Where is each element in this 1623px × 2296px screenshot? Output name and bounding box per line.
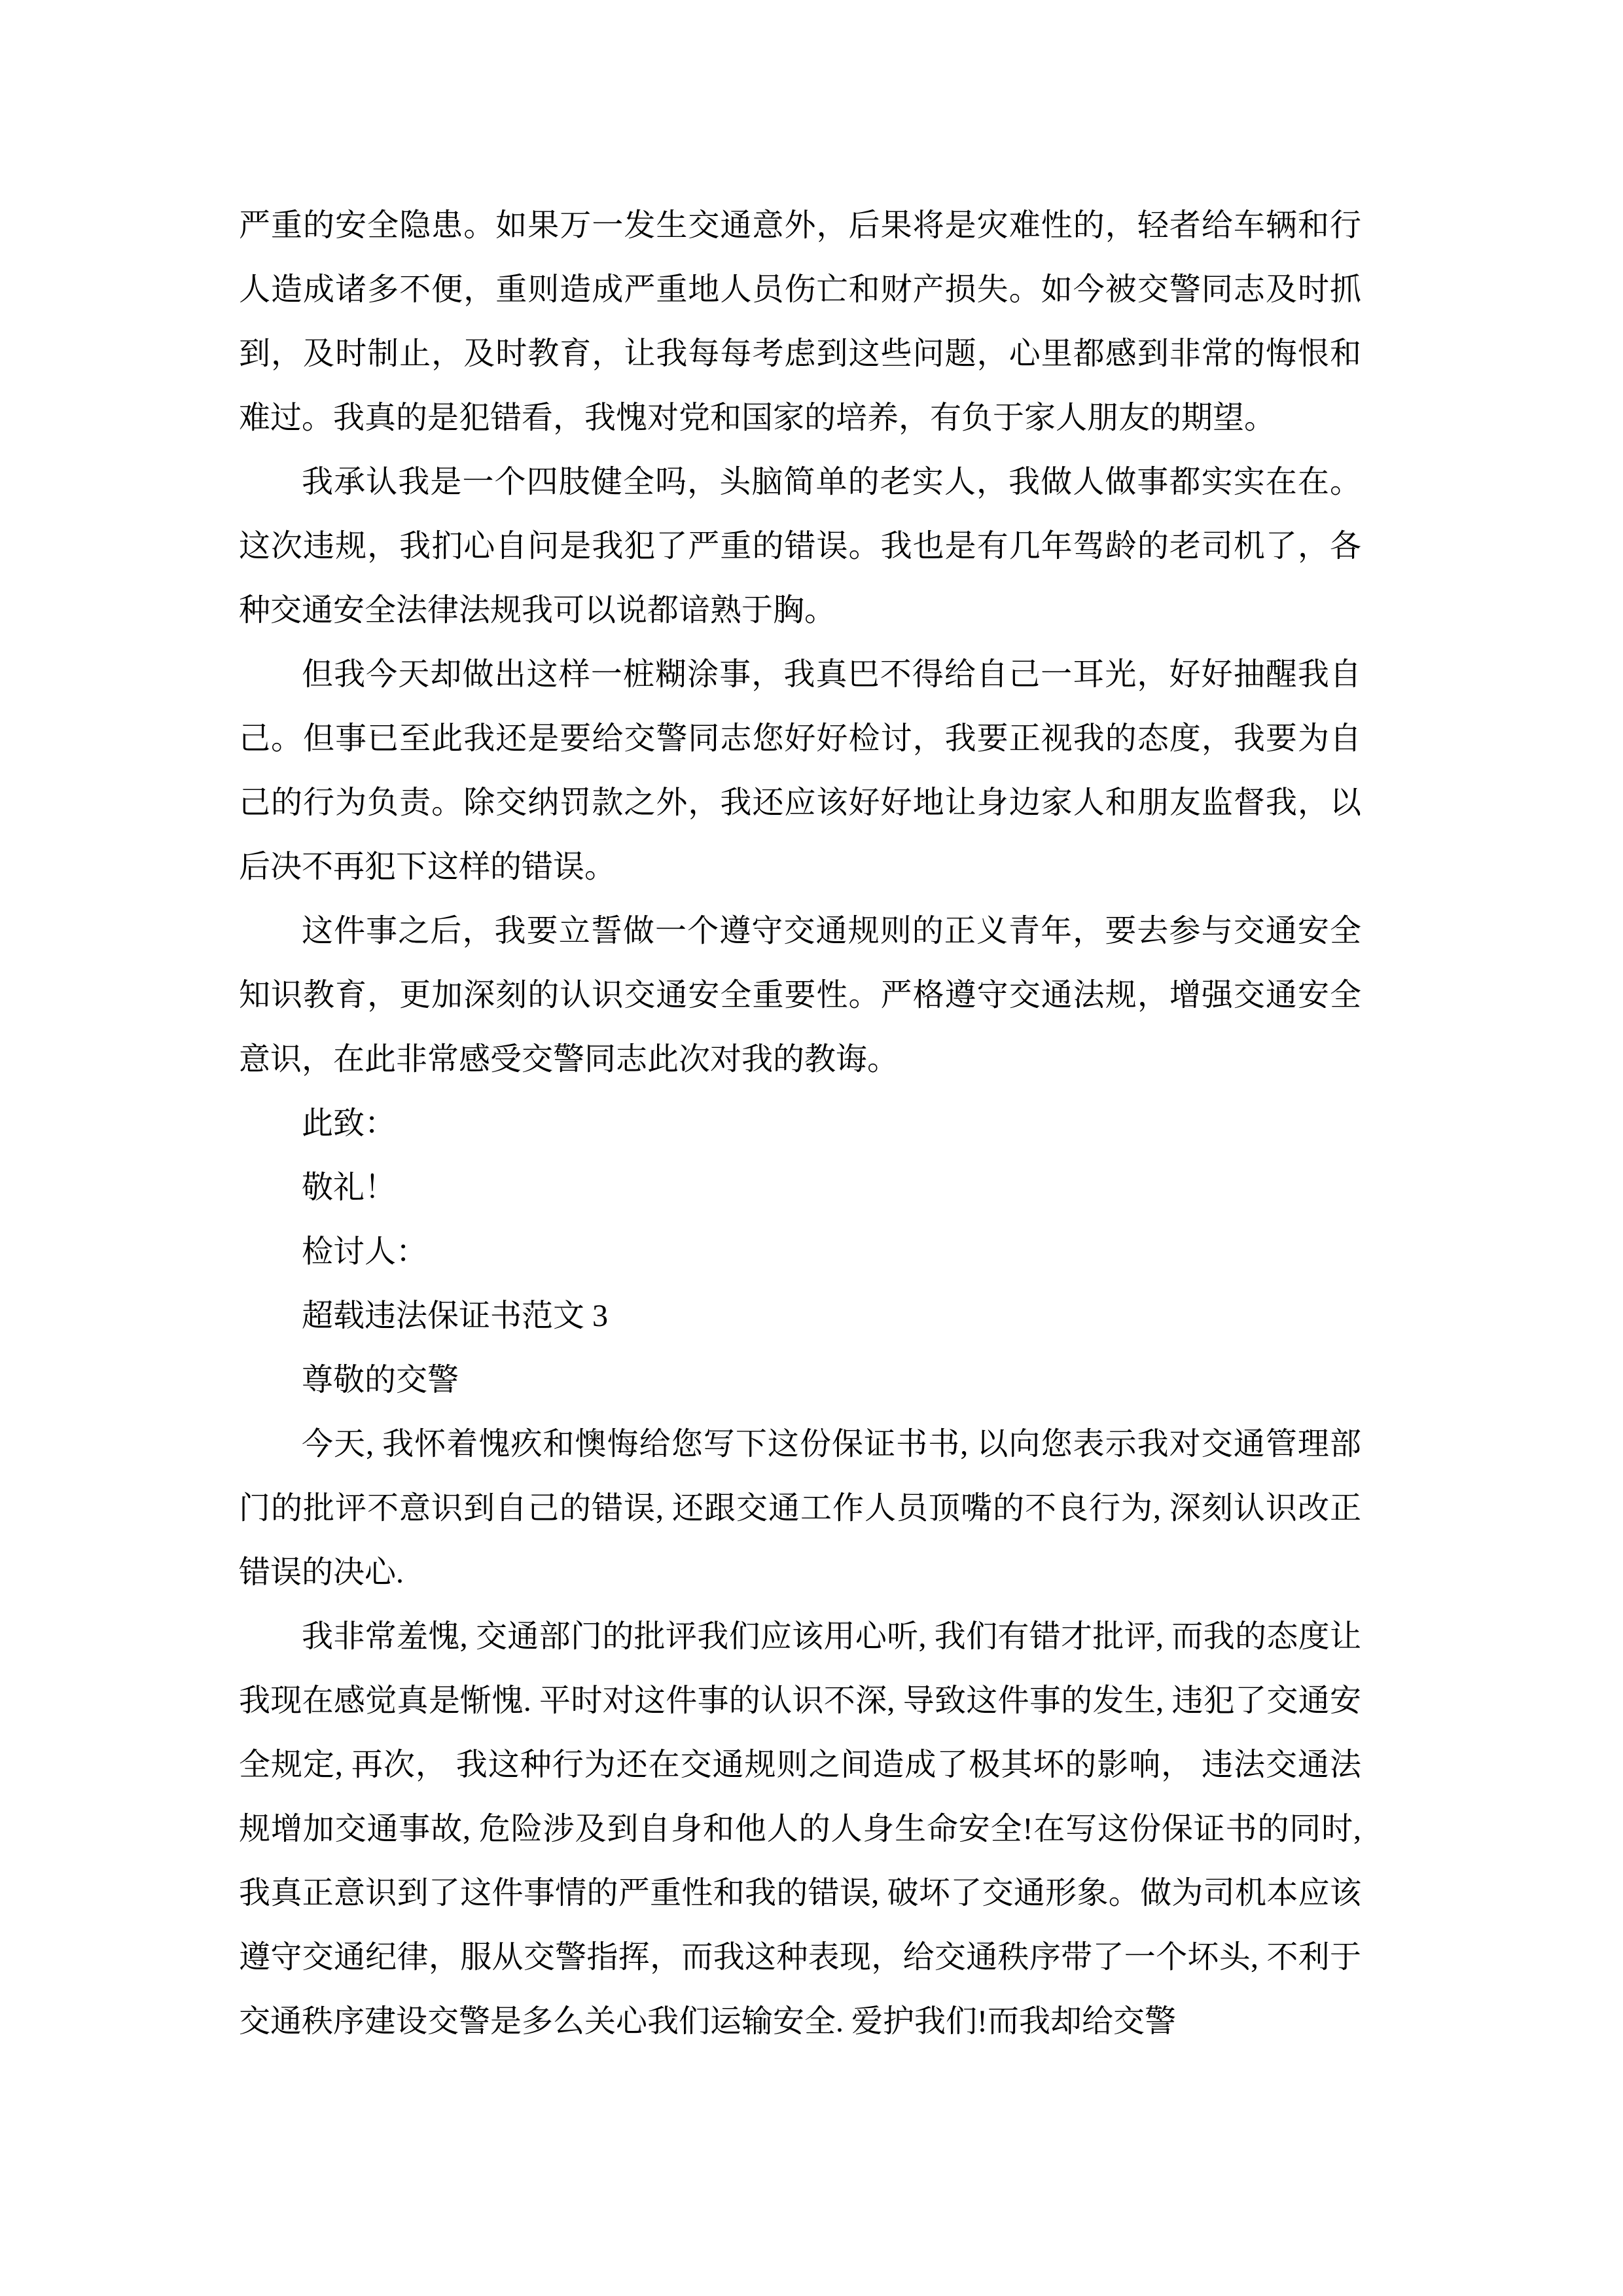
body-paragraph: 我承认我是一个四肢健全吗，头脑简单的老实人，我做人做事都实实在在。这次违规，我扪心自问是我犯了严重的错误。我也是有几年驾龄的老司机了，各种交通安全法律法规我可以说都谙熟于胸。 (239, 465, 1361, 628)
body-paragraph: 我非常羞愧, 交通部门的批评我们应该用心听, 我们有错才批评, 而我的态度让我现在感觉真是惭愧. 平时对这件事的认识不深, 导致这件事的发生, 违犯了交通安全规定, 再次， 我这种行为还在交通规则之间造成了极其坏的影响， 违法交通法规增加交通事故, 危险涉及到自身和他人的人身生命安全!在写这份保证书的同时, 我真正意识到了这件事情的严重性和我的错误, 破坏了交通形象。做为司机本应该遵守交通纪律，服从交警指挥，而我这种表现，给交通秩序带了一个坏头, 不利于交通秩序建设交警是多么关心我们运输安全. 爱护我们!而我却给交警 (239, 1619, 1361, 2039)
section-title: 超载违法保证书范文 3 (302, 1299, 609, 1333)
body-paragraph: 这件事之后，我要立誓做一个遵守交通规则的正义青年，要去参与交通安全知识教育，更加深刻的认识交通安全重要性。严格遵守交通法规，增强交通安全意识，在此非常感受交警同志此次对我的教诲。 (239, 914, 1361, 1077)
body-paragraph-continuation: 严重的安全隐患。如果万一发生交通意外，后果将是灾难性的，轻者给车辆和行人造成诸多不便，重则造成严重地人员伤亡和财产损失。如今被交警同志及时抓到，及时制止，及时教育，让我每每考虑到这些问题，心里都感到非常的悔恨和难过。我真的是犯错看，我愧对党和国家的培养，有负于家人朋友的期望。 (239, 208, 1361, 435)
signer-line: 检讨人： (302, 1234, 428, 1269)
document-text-block (239, 194, 1361, 2054)
closing-salute: 敬礼！ (302, 1170, 397, 1205)
recipient-salutation: 尊敬的交警 (302, 1363, 459, 1397)
body-paragraph: 但我今天却做出这样一桩糊涂事，我真巴不得给自己一耳光，好好抽醒我自己。但事已至此我还是要给交警同志您好好检讨，我要正视我的态度，我要为自己的行为负责。除交纳罚款之外，我还应该好好地让身边家人和朋友监督我，以后决不再犯下这样的错误。 (239, 657, 1361, 884)
closing-salutation: 此致： (302, 1106, 397, 1141)
body-paragraph: 今天, 我怀着愧疚和懊悔给您写下这份保证书书, 以向您表示我对交通管理部门的批评不意识到自己的错误, 还跟交通工作人员顶嘴的不良行为, 深刻认识改正错误的决心. (239, 1427, 1361, 1590)
